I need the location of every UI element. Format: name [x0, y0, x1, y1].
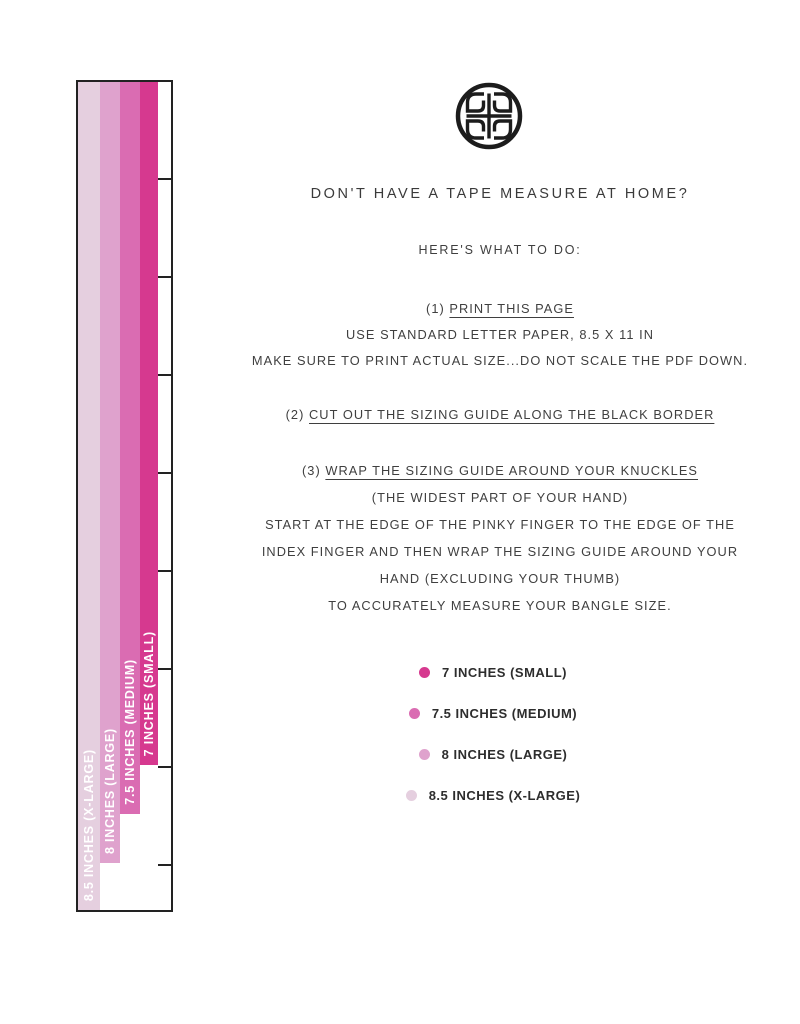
bar-small — [140, 82, 158, 765]
page-title: DON'T HAVE A TAPE MEASURE AT HOME? — [310, 186, 690, 202]
legend-item-medium — [409, 703, 577, 723]
step-3-line-4: HAND (EXCLUDING YOUR THUMB) — [379, 571, 621, 586]
legend-dot-xlarge — [406, 790, 417, 801]
step-1-heading — [180, 296, 800, 322]
ruler-tick — [158, 276, 172, 278]
sizing-guide-ruler — [76, 80, 173, 912]
step-2 — [180, 402, 800, 428]
step-1-number: (1) — [426, 301, 445, 316]
step-3-heading — [180, 457, 800, 484]
legend-label-small: 7 INCHES (SMALL) — [442, 664, 567, 680]
bar-label-medium: 7.5 INCHES (MEDIUM) — [123, 659, 137, 805]
bar-medium — [120, 82, 140, 814]
step-2-heading — [180, 402, 800, 428]
legend-item-xlarge — [406, 785, 581, 805]
bar-label-small: 7 INCHES (SMALL) — [142, 630, 156, 756]
ruler-tick — [158, 472, 172, 474]
bar-xlarge — [78, 82, 100, 910]
step-3-number: (3) — [301, 463, 321, 478]
step-3-line-1: (THE WIDEST PART OF YOUR HAND) — [371, 490, 629, 505]
legend-dot-large — [419, 749, 430, 760]
legend-dot-medium — [409, 708, 420, 719]
step-3-line-5: TO ACCURATELY MEASURE YOUR BANGLE SIZE. — [328, 598, 672, 613]
size-legend — [173, 662, 800, 826]
step-1 — [180, 296, 800, 374]
legend-label-large: 8 INCHES (LARGE) — [441, 746, 568, 762]
step-1-line-2: MAKE SURE TO PRINT ACTUAL SIZE...DO NOT SCALE THE PDF DOWN. — [251, 353, 749, 368]
step-3-line-2: START AT THE EDGE OF THE PINKY FINGER TO THE EDGE OF THE — [265, 517, 735, 532]
bar-label-xlarge: 8.5 INCHES (X-LARGE) — [82, 748, 96, 901]
step-3-line-3: INDEX FINGER AND THEN WRAP THE SIZING GUIDE AROUND YOUR — [261, 544, 739, 559]
step-1-line-1: USE STANDARD LETTER PAPER, 8.5 X 11 IN — [346, 327, 654, 342]
step-2-underlined: CUT OUT THE SIZING GUIDE ALONG THE BLACK BORDER — [309, 407, 715, 422]
bar-large — [100, 82, 120, 863]
legend-item-small — [419, 662, 567, 682]
bar-label-large: 8 INCHES (LARGE) — [103, 727, 117, 854]
ruler-tick — [158, 178, 172, 180]
legend-dot-small — [419, 667, 430, 678]
ruler-tick — [158, 374, 172, 376]
ruler-tick — [158, 864, 172, 866]
step-3 — [180, 457, 800, 619]
step-1-underlined: PRINT THIS PAGE — [449, 301, 574, 316]
ruler-tick — [158, 766, 172, 768]
brand-knot-logo — [454, 81, 524, 151]
step-3-underlined: WRAP THE SIZING GUIDE AROUND YOUR KNUCKLES — [325, 463, 699, 478]
ruler-tick — [158, 668, 172, 670]
step-2-number: (2) — [285, 407, 305, 422]
page-subtitle: HERE'S WHAT TO DO: — [418, 243, 582, 257]
legend-label-medium: 7.5 INCHES (MEDIUM) — [431, 705, 578, 721]
legend-item-large — [419, 744, 568, 764]
legend-label-xlarge: 8.5 INCHES (X-LARGE) — [428, 787, 581, 803]
ruler-tick — [158, 570, 172, 572]
